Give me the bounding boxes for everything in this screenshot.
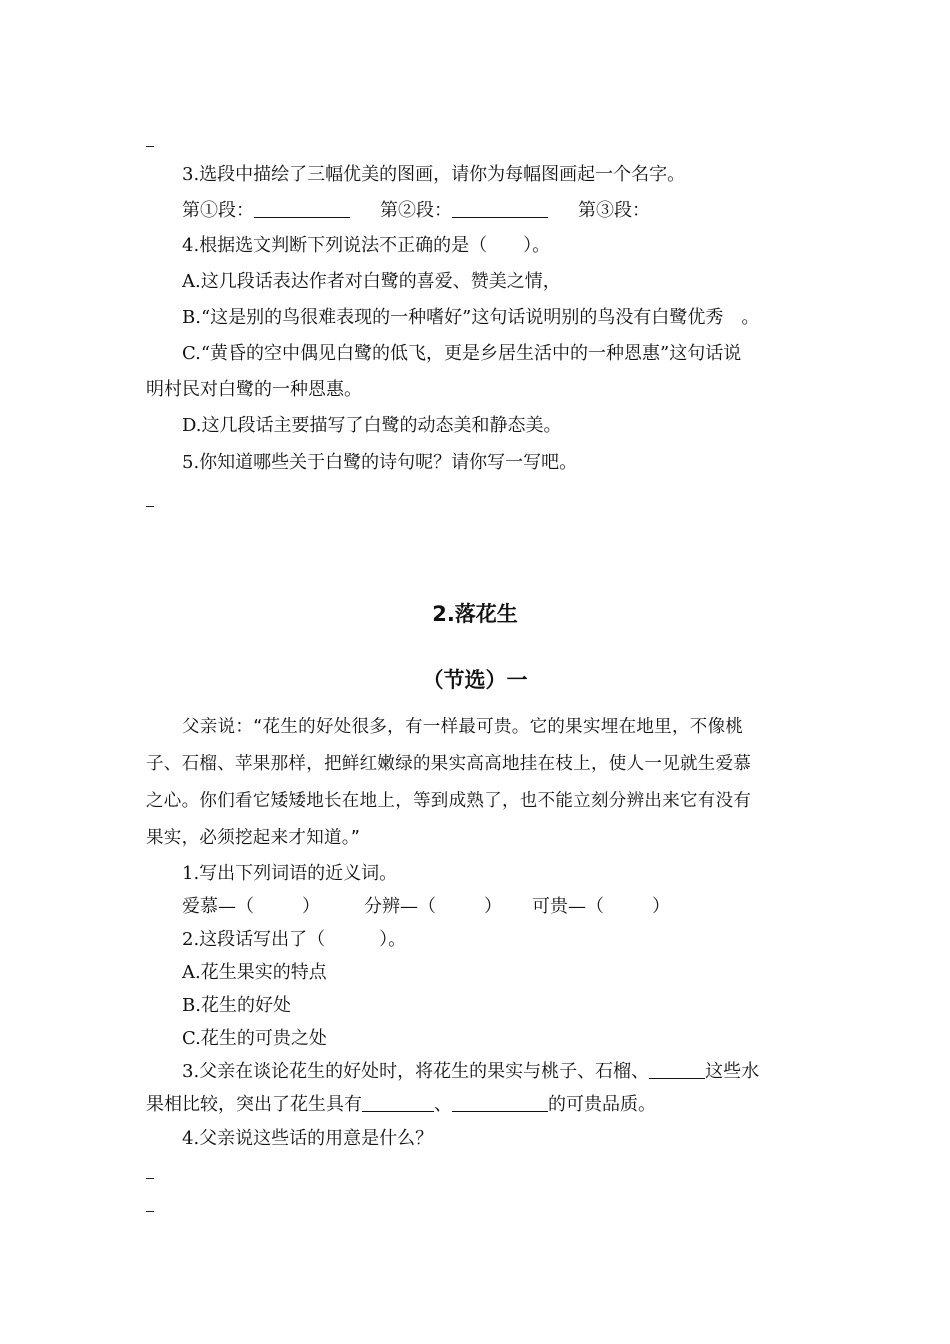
s2-option-c: C.花生的可贵之处 — [182, 1028, 327, 1049]
blank-para-2[interactable] — [452, 199, 548, 218]
section-subtitle: （节选）一 — [422, 668, 528, 692]
section-title: 2.落花生 — [432, 602, 518, 626]
answer-line-mark — [146, 146, 154, 147]
s2-question-1: 1.写出下列词语的近义词。 — [182, 863, 398, 884]
label-para-3: 第③段： — [578, 200, 650, 221]
answer-line-mark — [146, 1211, 154, 1212]
question-3: 3.选段中描绘了三幅优美的图画，请你为每幅图画起一个名字。 — [182, 164, 686, 185]
option-a: A.这几段话表达作者对白鹭的喜爱、赞美之情， — [182, 271, 561, 292]
answer-line-mark — [146, 1178, 154, 1179]
question-3-blanks — [182, 199, 650, 223]
s2-question-4: 4.父亲说这些话的用意是什么？ — [182, 1128, 434, 1149]
word-fenbian: 分辨—（ — [364, 896, 436, 917]
passage-line-3: 之心。你们看它矮矮地长在地上，等到成熟了，也不能立刻分辨出来它有没有 — [146, 791, 752, 811]
label-para-2: 第②段： — [380, 200, 452, 221]
question-4: 4.根据选文判断下列说法不正确的是（ ）。 — [182, 235, 551, 256]
passage-line-4: 果实，必须挖起来才知道。” — [146, 828, 361, 848]
passage-line-1: 父亲说：“花生的好处很多，有一样最可贵。它的果实埋在地里，不像桃 — [182, 717, 744, 737]
option-d: D.这几段话主要描写了白鹭的动态美和静态美。 — [182, 415, 562, 436]
s2-option-a: A.花生果实的特点 — [182, 962, 327, 983]
blank-quality-1[interactable] — [362, 1093, 434, 1112]
blank-fruit[interactable] — [649, 1060, 705, 1079]
option-c-line-1: C.“黄昏的空中偶见白鹭的低飞，更是乡居生活中的一种恩惠”这句话说 — [182, 343, 742, 364]
word-aimu: 爱慕—（ — [182, 896, 254, 917]
question-5: 5.你知道哪些关于白鹭的诗句呢？请你写一写吧。 — [182, 452, 578, 473]
word-kegui: 可贵—（ — [532, 896, 604, 917]
s2-option-b: B.花生的好处 — [182, 995, 291, 1016]
blank-para-1[interactable] — [254, 199, 350, 218]
answer-line-mark — [146, 506, 154, 507]
s2-question-3-line-1: 3.父亲在谈论花生的好处时，将花生的果实与桃子、石榴、 这些水 — [182, 1061, 760, 1082]
s2-question-1-words: 爱慕—（ ） 分辨—（ ） 可贵—（ ） — [182, 896, 670, 917]
option-c-line-2: 明村民对白鹭的一种恩惠。 — [146, 379, 362, 400]
s2-question-3-line-2: 果相比较，突出了花生具有 、 的可贵品质。 — [146, 1094, 656, 1115]
passage-line-2: 子、石榴、苹果那样，把鲜红嫩绿的果实高高地挂在枝上，使人一见就生爱慕 — [146, 754, 752, 774]
blank-quality-2[interactable] — [452, 1093, 548, 1112]
label-para-1: 第①段： — [182, 200, 254, 221]
option-b: B.“这是别的鸟很难表现的一种嗜好”这句话说明别的鸟没有白鹭优秀 。 — [182, 307, 760, 328]
s2-question-2: 2.这段话写出了（ ）。 — [182, 929, 407, 950]
